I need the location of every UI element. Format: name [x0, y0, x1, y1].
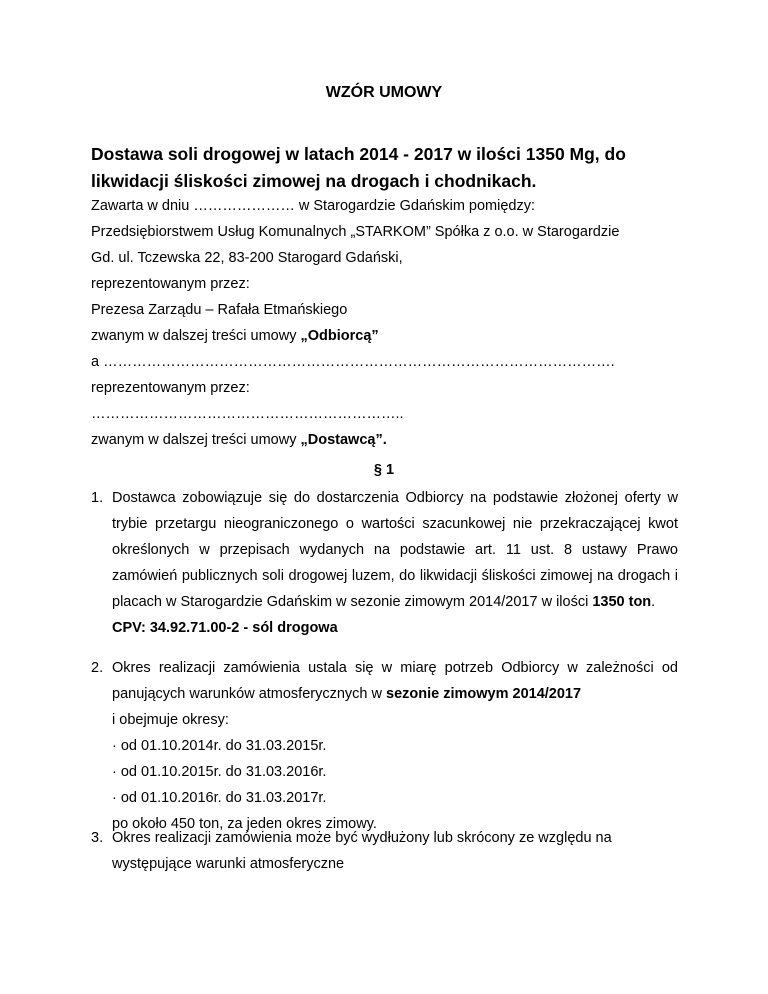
paragraph-heading: § 1 — [373, 462, 395, 478]
period-item: · od 01.10.2016r. do 31.03.2017r. — [112, 790, 327, 806]
clause-item-2 — [91, 655, 678, 837]
clause-text: Okres realizacji zamówienia może być wydłużony lub skrócony ze względu na występujące warunki atmosferyczne — [112, 830, 612, 872]
cpv-code: CPV: 34.92.71.00-2 - sól drogowa — [112, 620, 338, 636]
supplier-label: „Dostawcą”. — [300, 432, 387, 448]
recipient-label: „Odbiorcą” — [300, 328, 379, 344]
supplier-prefix: zwanym w dalszej treści umowy — [91, 432, 301, 448]
header-line-recipient — [91, 328, 379, 344]
period-item: · od 01.10.2014r. do 31.03.2015r. — [112, 738, 327, 754]
clause-number: 2. — [91, 660, 104, 676]
header-line-date: Zawarta w dniu ………………… w Starogardzie Gdańskim pomiędzy: — [91, 198, 536, 214]
clause-tail: po około 450 ton, za jeden okres zimowy. — [112, 816, 377, 832]
clause-season: sezonie zimowym 2014/2017 — [386, 686, 582, 702]
header-line-dots: ……………………………………………………….. — [91, 406, 404, 422]
clause-periods-intro: i obejmuje okresy: — [112, 712, 229, 728]
period-item: · od 01.10.2015r. do 31.03.2016r. — [112, 764, 327, 780]
clause-item-3 — [91, 825, 678, 877]
clause-text: Dostawca zobowiązuje się do dostarczenia Odbiorcy na podstawie złożonej oferty w trybie przetargu nieograniczonego o wartości szacunkowej nie przekraczającej kwot określonych w przepisach wydanych na podstawie art. 11 ust. 8 ustawy Prawo zamówień publicznych soli drogowej luzem, do likwidacji śliskości zimowej na drogach i placach w Starogardzie Gdańskim w sezonie zimowym 2014/2017 w ilości — [112, 490, 678, 610]
header-line-supplier — [91, 432, 387, 448]
clause-number: 1. — [91, 490, 104, 506]
header-line-company: Przedsiębiorstwem Usług Komunalnych „STARKOM” Spółka z o.o. w Starogardzie — [91, 224, 620, 240]
recipient-prefix: zwanym w dalszej treści umowy — [91, 328, 301, 344]
clause-item-1 — [91, 485, 678, 641]
header-line-represented-b: reprezentowanym przez: — [91, 380, 250, 396]
clause-text: Okres realizacji zamówienia ustala się w miarę potrzeb Odbiorcy w zależności od panujących warunków atmosferycznych w — [112, 660, 678, 702]
header-line-represented: reprezentowanym przez: — [91, 276, 250, 292]
clause-number: 3. — [91, 830, 104, 846]
header-line-address: Gd. ul. Tczewska 22, 83-200 Starogard Gdański, — [91, 250, 403, 266]
clause-quantity: 1350 ton — [592, 594, 652, 610]
clause-end: . — [651, 594, 656, 610]
contract-subject: Dostawa soli drogowej w latach 2014 - 2017 w ilości 1350 Mg, do likwidacji śliskości zimowej na drogach i chodnikach. — [91, 144, 626, 191]
header-line-president: Prezesa Zarządu – Rafała Etmańskiego — [91, 302, 348, 318]
header-line-party-b: a ……………………………………………………………………………………………. — [91, 354, 615, 370]
document-title: WZÓR UMOWY — [325, 84, 443, 101]
